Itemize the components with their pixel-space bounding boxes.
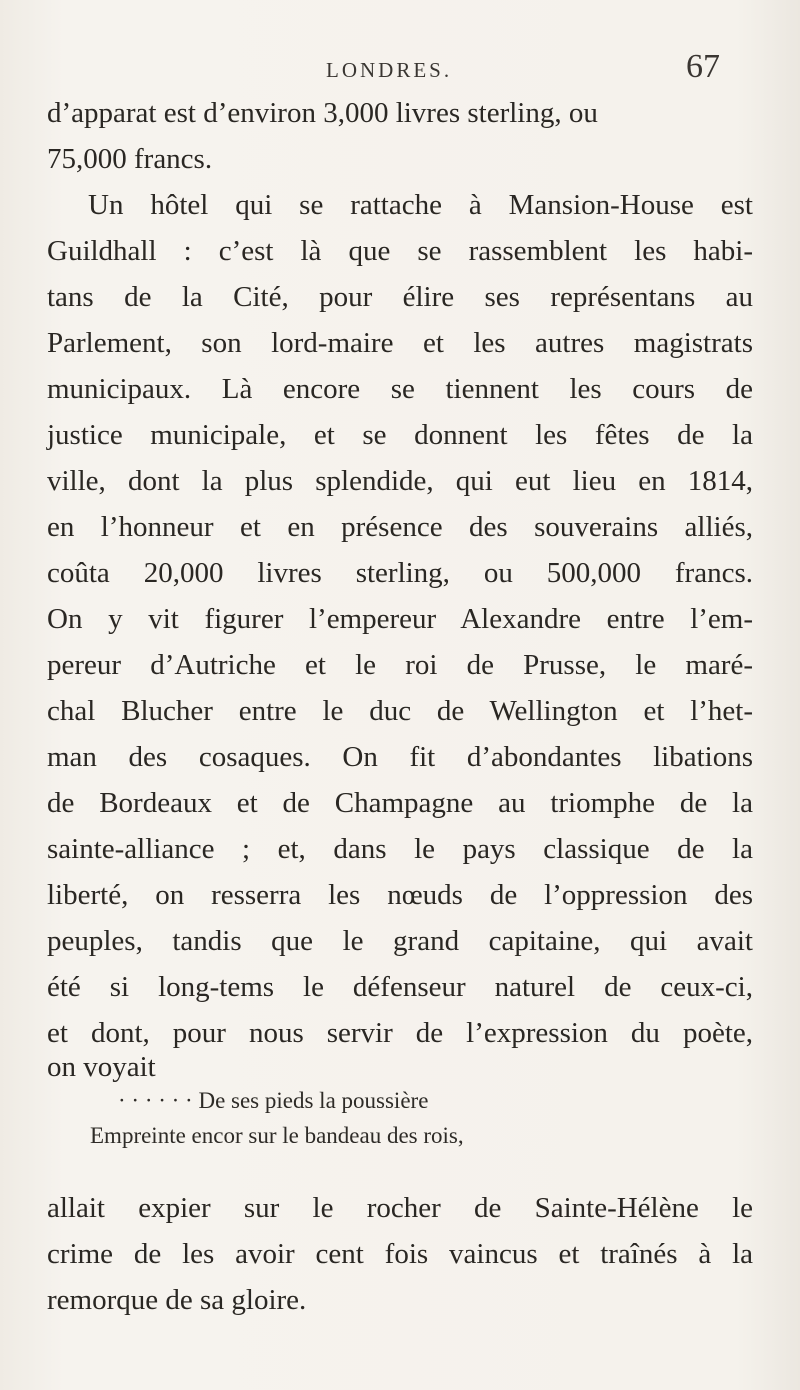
text-line: man des cosaques. On fit d’abondantes libations xyxy=(47,741,753,773)
verse-line: · · · · · · De ses pieds la poussière xyxy=(118,1088,429,1113)
text-line: pereur d’Autriche et le roi de Prusse, le maré- xyxy=(47,649,753,681)
text-line: été si long-tems le défenseur naturel de ceux-ci, xyxy=(47,971,753,1003)
text-line: et dont, pour nous servir de l’expression du poète, xyxy=(47,1017,753,1049)
text-line: coûta 20,000 livres sterling, ou 500,000 francs. xyxy=(47,557,753,589)
running-title: LONDRES. xyxy=(326,58,453,82)
text-line: on voyait xyxy=(47,1051,156,1083)
text-line: 75,000 francs. xyxy=(47,143,213,175)
text-line: peuples, tandis que le grand capitaine, qui avait xyxy=(47,925,753,957)
text-line: Guildhall : c’est là que se rassemblent les habi- xyxy=(47,235,753,267)
text-line: d’apparat est d’environ 3,000 livres sterling, ou xyxy=(47,97,598,129)
text-line: justice municipale, et se donnent les fêtes de la xyxy=(47,419,753,451)
text-line: crime de les avoir cent fois vaincus et traînés à la xyxy=(47,1238,753,1270)
text-line: municipaux. Là encore se tiennent les cours de xyxy=(47,373,753,405)
text-line: remorque de sa gloire. xyxy=(47,1284,307,1316)
text-line: tans de la Cité, pour élire ses représentans au xyxy=(47,281,753,313)
text-line: allait expier sur le rocher de Sainte-Hélène le xyxy=(47,1192,753,1224)
text-line: sainte-alliance ; et, dans le pays classique de la xyxy=(47,833,753,865)
text-line: de Bordeaux et de Champagne au triomphe de la xyxy=(47,787,753,819)
text-line: ville, dont la plus splendide, qui eut lieu en 1814, xyxy=(47,465,753,497)
text-line: en l’honneur et en présence des souverains alliés, xyxy=(47,511,753,543)
verse-line: Empreinte encor sur le bandeau des rois, xyxy=(90,1123,464,1148)
text-line: Un hôtel qui se rattache à Mansion-House est xyxy=(88,189,753,221)
text-line: Parlement, son lord-maire et les autres magistrats xyxy=(47,327,753,359)
text-line: liberté, on resserra les nœuds de l’oppression des xyxy=(47,879,753,911)
text-line: On y vit figurer l’empereur Alexandre entre l’em- xyxy=(47,603,753,635)
page-number: 67 xyxy=(686,48,720,85)
running-head xyxy=(0,50,800,90)
text-line: chal Blucher entre le duc de Wellington et l’het- xyxy=(47,695,753,727)
